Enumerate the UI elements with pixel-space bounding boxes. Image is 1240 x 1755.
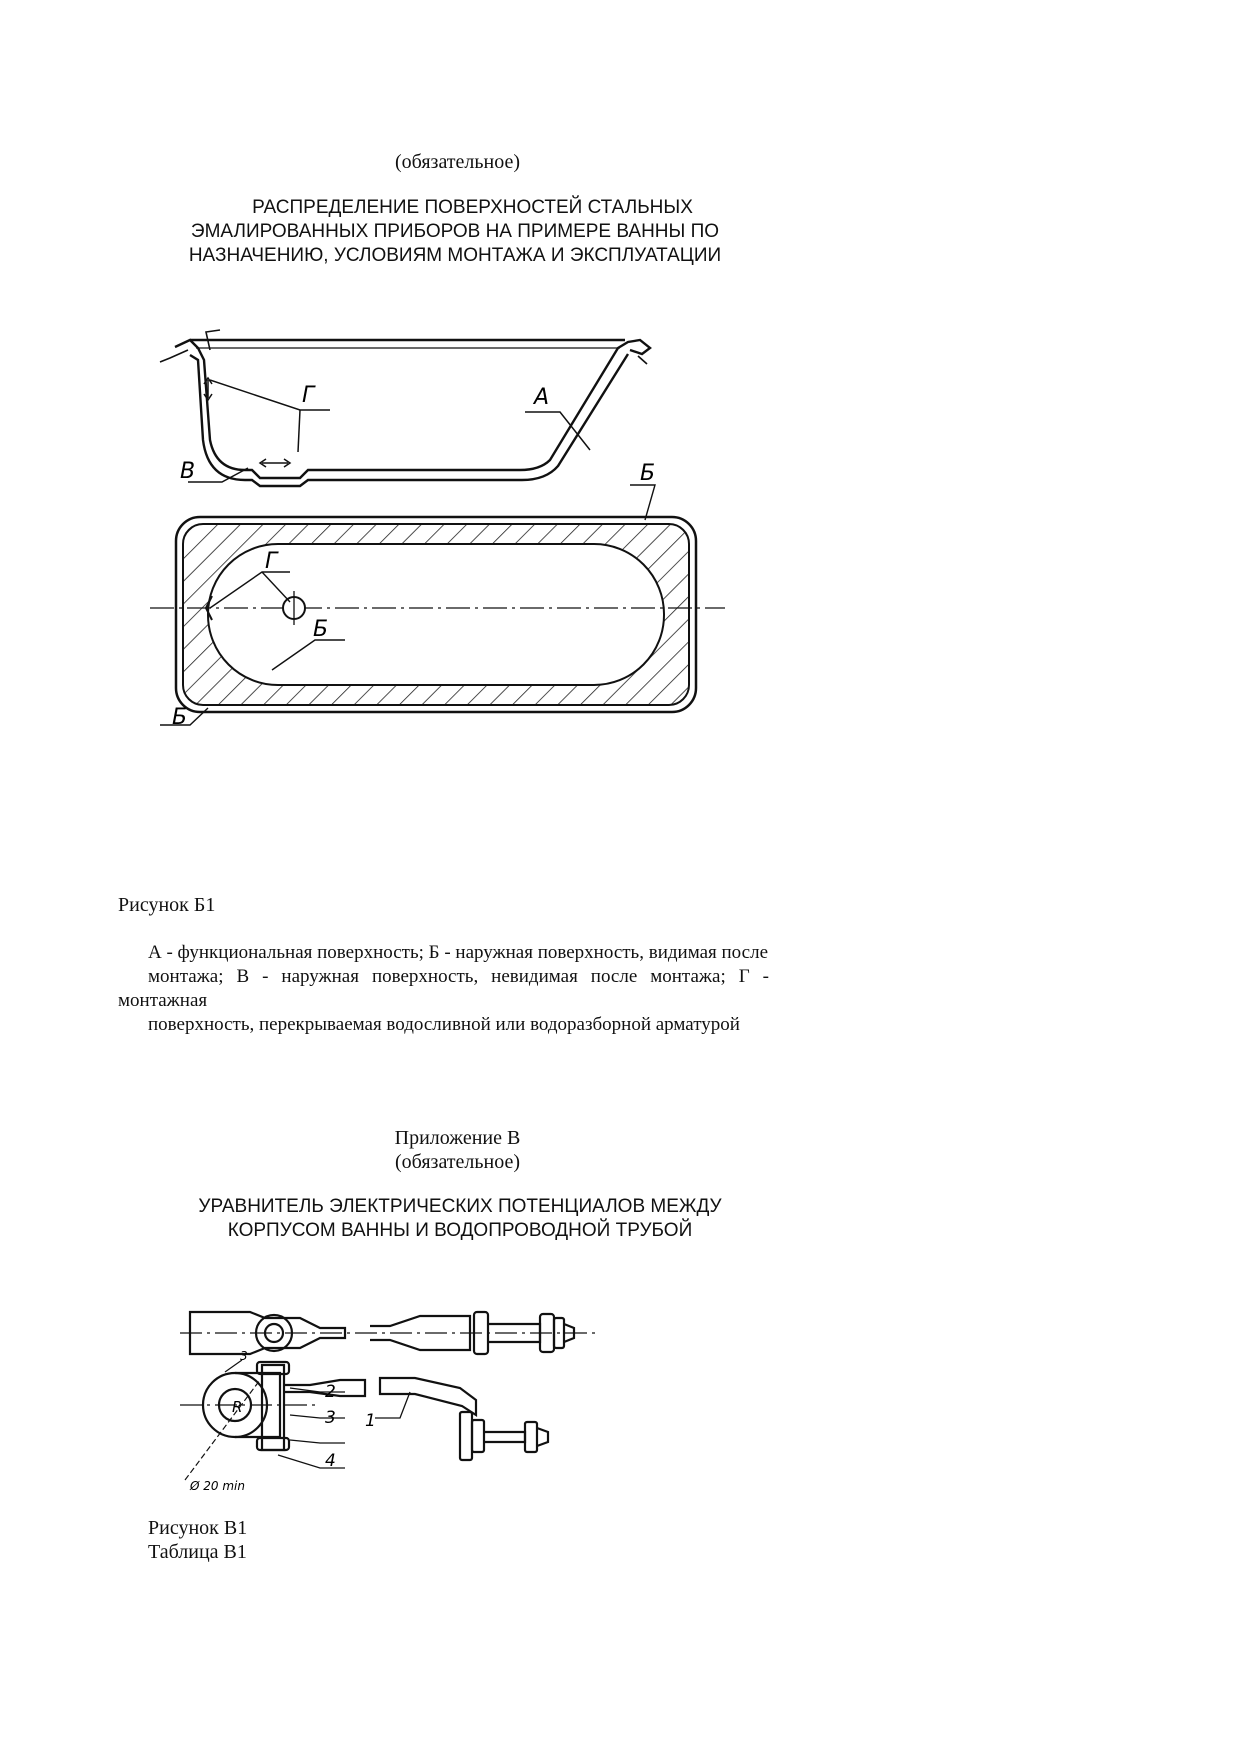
label-v: В: [180, 459, 196, 484]
bathtub-side-section: [160, 330, 650, 486]
figure-b1-caption: Рисунок Б1: [118, 894, 216, 916]
legend-line-2: монтажа; В - наружная поверхность, невидимая после монтажа; Г - монтажная: [118, 966, 769, 1011]
appendix-v-heading: Приложение В: [394, 1127, 521, 1149]
appendix-v-title-line-1: УРАВНИТЕЛЬ ЭЛЕКТРИЧЕСКИХ ПОТЕНЦИАЛОВ МЕЖДУ: [198, 1196, 722, 1217]
label-b-top: Б: [640, 461, 656, 486]
diameter-label: Ø 20 min: [190, 1479, 245, 1493]
equalizer-figure: [180, 1300, 600, 1500]
equalizer-top-view: [180, 1312, 595, 1354]
equalizer-side-view: [180, 1360, 548, 1480]
part-4-label: 4: [325, 1451, 336, 1471]
part-3-label: 3: [325, 1408, 336, 1428]
bathtub-plan-view: [150, 485, 725, 725]
label-a: А: [534, 385, 550, 410]
figure-b1-legend: [118, 941, 769, 1037]
bathtub-figure: [150, 320, 740, 840]
part-1-label: 1: [365, 1411, 376, 1431]
appendix-b-title-line-3: НАЗНАЧЕНИЮ, УСЛОВИЯМ МОНТАЖА И ЭКСПЛУАТАЦИИ: [188, 245, 722, 266]
appendix-b-title: [110, 196, 800, 268]
dimension-label: 3: [240, 1349, 248, 1363]
table-v1-caption: Таблица В1: [148, 1541, 247, 1563]
appendix-v-title-line-2: КОРПУСОМ ВАННЫ И ВОДОПРОВОДНОЙ ТРУБОЙ: [227, 1220, 693, 1241]
legend-line-3: поверхность, перекрываемая водосливной или водоразборной арматурой: [148, 1014, 740, 1035]
label-g-top: Г: [302, 383, 315, 408]
figure-v1-caption: Рисунок В1: [148, 1517, 248, 1539]
label-g-plan: Г: [265, 549, 278, 574]
appendix-b-title-line-2: ЭМАЛИРОВАННЫХ ПРИБОРОВ НА ПРИМЕРЕ ВАННЫ ПО: [190, 221, 720, 242]
appendix-b-status: (обязательное): [395, 151, 520, 173]
appendix-v-status: (обязательное): [395, 1151, 520, 1173]
label-b-inner: Б: [313, 617, 329, 642]
legend-line-1: А - функциональная поверхность; Б - наружная поверхность, видимая после: [148, 942, 768, 963]
appendix-v-title: [110, 1195, 810, 1243]
radius-label: R: [232, 1398, 243, 1416]
appendix-b-title-line-1: РАСПРЕДЕЛЕНИЕ ПОВЕРХНОСТЕЙ СТАЛЬНЫХ: [252, 197, 693, 218]
label-b-bottom: Б: [172, 705, 188, 730]
part-2-label: 2: [325, 1382, 336, 1402]
